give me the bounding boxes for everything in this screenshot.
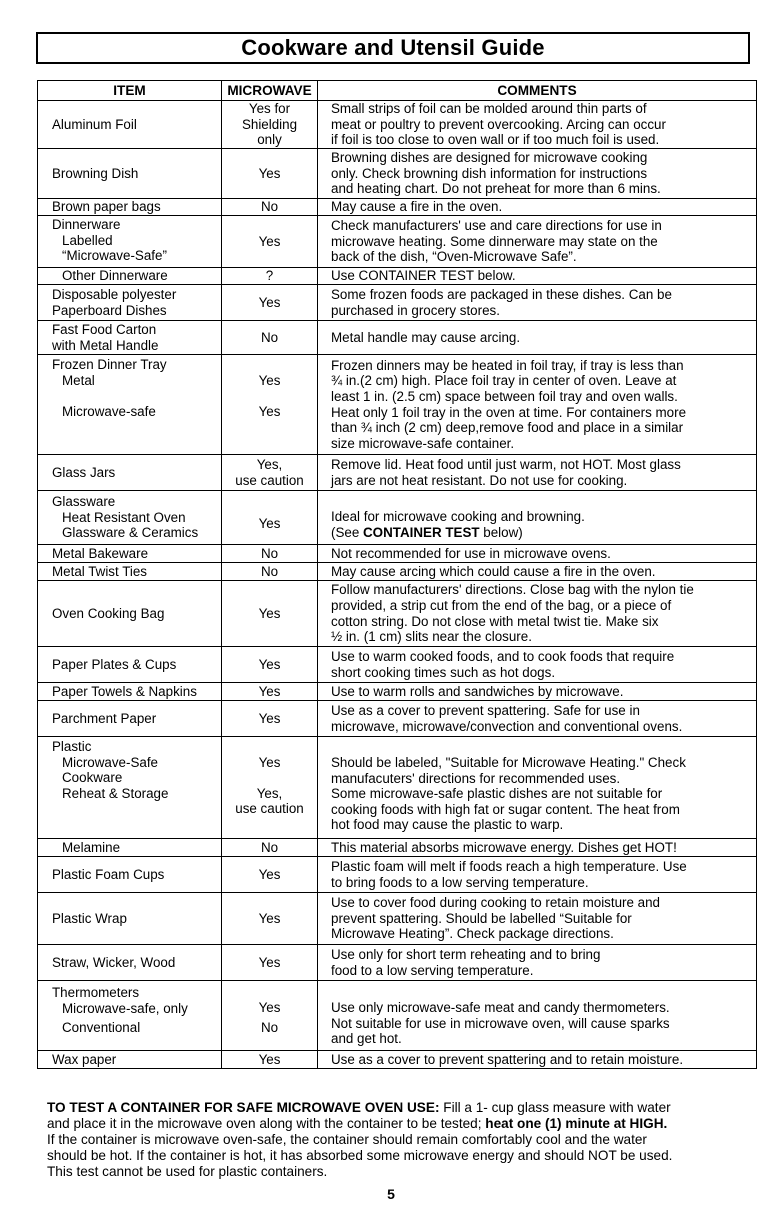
- microwave-cell: Yes: [222, 1051, 318, 1069]
- table-row: [38, 581, 757, 647]
- microwave-cell: Yes: [222, 701, 318, 737]
- microwave-cell: Yes: [222, 683, 318, 701]
- item-cell: Wax paper: [38, 1051, 222, 1069]
- comments-cell: This material absorbs microwave energy. Dishes get HOT!: [318, 839, 757, 857]
- item-cell: Plastic Foam Cups: [38, 857, 222, 893]
- table-row: [38, 647, 757, 683]
- microwave-cell: Yes Yes, use caution: [222, 737, 318, 839]
- microwave-cell: No: [222, 545, 318, 563]
- item-cell: Straw, Wicker, Wood: [38, 945, 222, 981]
- comments-cell: Use CONTAINER TEST below.: [318, 268, 757, 285]
- item-cell: Metal Bakeware: [38, 545, 222, 563]
- page-number: 5: [387, 1186, 395, 1202]
- item-cell: Brown paper bags: [38, 199, 222, 216]
- item-cell: Glassware Heat Resistant Oven Glassware & Ceramics: [38, 491, 222, 545]
- comments-cell: Some frozen foods are packaged in these dishes. Can be purchased in grocery stores.: [318, 285, 757, 321]
- item-cell: Parchment Paper: [38, 701, 222, 737]
- table-row: [38, 737, 757, 839]
- header-microwave: MICROWAVE: [222, 81, 318, 101]
- table-row: [38, 321, 757, 355]
- microwave-cell: No: [222, 839, 318, 857]
- comments-cell: Frozen dinners may be heated in foil tray, if tray is less than ¾ in.(2 cm) high. Place foil tray in center of oven. Leave at least 1 in. (2.5 cm) space between foil tray and oven walls. Heat only 1 foil tray in the oven at time. For containers more than ¾ inch (2 cm) deep,remove food and place in a similar size microwave-safe container.: [318, 355, 757, 455]
- microwave-cell: Yes: [222, 581, 318, 647]
- table-row: [38, 839, 757, 857]
- microwave-cell: Yes: [222, 647, 318, 683]
- comments-cell: Browning dishes are designed for microwave cooking only. Check browning dish information for instructions and heating chart. Do not preheat for more than 6 mins.: [318, 149, 757, 199]
- container-test-heading: TO TEST A CONTAINER FOR SAFE MICROWAVE OVEN USE:: [47, 1100, 440, 1115]
- item-cell: Disposable polyester Paperboard Dishes: [38, 285, 222, 321]
- item-cell: Paper Towels & Napkins: [38, 683, 222, 701]
- table-row: [38, 701, 757, 737]
- table-row: [38, 857, 757, 893]
- table-row: [38, 981, 757, 1051]
- microwave-cell: Yes: [222, 285, 318, 321]
- page-title: Cookware and Utensil Guide: [36, 32, 750, 64]
- table-row: [38, 945, 757, 981]
- table-row: [38, 491, 757, 545]
- microwave-cell: No: [222, 199, 318, 216]
- comments-cell: Check manufacturers' use and care directions for use in microwave heating. Some dinnerware may state on the back of the dish, “Oven-Microwave Safe”.: [318, 216, 757, 268]
- header-comments: COMMENTS: [318, 81, 757, 101]
- comments-cell: Remove lid. Heat food until just warm, not HOT. Most glass jars are not heat resistant. Do not use for cooking.: [318, 455, 757, 491]
- item-cell: Glass Jars: [38, 455, 222, 491]
- microwave-cell: No: [222, 563, 318, 581]
- item-cell: Metal Twist Ties: [38, 563, 222, 581]
- microwave-cell: Yes No: [222, 981, 318, 1051]
- table-row: [38, 268, 757, 285]
- comments-cell: Follow manufacturers' directions. Close bag with the nylon tie provided, a strip cut from the end of the bag, or a piece of cotton string. Do not close with metal twist tie. Make six ½ in. (1 cm) slits near the closure.: [318, 581, 757, 647]
- comments-cell: Use only for short term reheating and to bring food to a low serving temperature.: [318, 945, 757, 981]
- item-cell: Plastic Wrap: [38, 893, 222, 945]
- microwave-cell: Yes: [222, 491, 318, 545]
- table-row: [38, 216, 757, 268]
- table-row: [38, 455, 757, 491]
- table-row: [38, 355, 757, 455]
- comments-cell: Use to warm rolls and sandwiches by microwave.: [318, 683, 757, 701]
- item-cell: Dinnerware Labelled “Microwave-Safe”: [38, 216, 222, 268]
- comments-cell: Use as a cover to prevent spattering. Safe for use in microwave, microwave/convection and conventional ovens.: [318, 701, 757, 737]
- container-test-note: TO TEST A CONTAINER FOR SAFE MICROWAVE OVEN USE: Fill a 1- cup glass measure with water and place it in the microwave oven along with the container to be tested; heat one (1) minute at HIGH. If the container is microwave oven-safe, the container should remain comfortably cool and the water should be hot. If the container is hot, it has absorbed some microwave energy and should NOT be used. This test cannot be used for plastic containers.: [47, 1100, 673, 1179]
- microwave-cell: Yes for Shielding only: [222, 101, 318, 149]
- comments-cell: Use as a cover to prevent spattering and to retain moisture.: [318, 1051, 757, 1069]
- comments-cell: Use only microwave-safe meat and candy thermometers. Not suitable for use in microwave oven, will cause sparks and get hot.: [318, 981, 757, 1051]
- item-cell: Plastic Microwave-Safe Cookware Reheat & Storage: [38, 737, 222, 839]
- item-cell: Thermometers Microwave-safe, only Conventional: [38, 981, 222, 1051]
- table-row: [38, 101, 757, 149]
- item-cell: Paper Plates & Cups: [38, 647, 222, 683]
- comments-cell: Use to warm cooked foods, and to cook foods that require short cooking times such as hot dogs.: [318, 647, 757, 683]
- microwave-cell: No: [222, 321, 318, 355]
- comments-cell: Small strips of foil can be molded around thin parts of meat or poultry to prevent overcooking. Arcing can occur if foil is too close to oven wall or if too much foil is used.: [318, 101, 757, 149]
- comments-cell: Use to cover food during cooking to retain moisture and prevent spattering. Should be labelled “Suitable for Microwave Heating”. Check package directions.: [318, 893, 757, 945]
- microwave-cell: ?: [222, 268, 318, 285]
- table-row: [38, 285, 757, 321]
- table-row: [38, 1051, 757, 1069]
- table-row: [38, 199, 757, 216]
- item-cell: Fast Food Carton with Metal Handle: [38, 321, 222, 355]
- comments-cell: Metal handle may cause arcing.: [318, 321, 757, 355]
- comments-cell: Not recommended for use in microwave ovens.: [318, 545, 757, 563]
- item-cell: Aluminum Foil: [38, 101, 222, 149]
- header-item: ITEM: [38, 81, 222, 101]
- table-row: [38, 149, 757, 199]
- comments-cell: Plastic foam will melt if foods reach a high temperature. Use to bring foods to a low serving temperature.: [318, 857, 757, 893]
- table-row: [38, 545, 757, 563]
- microwave-cell: Yes: [222, 216, 318, 268]
- item-cell: Browning Dish: [38, 149, 222, 199]
- microwave-cell: Yes: [222, 893, 318, 945]
- microwave-cell: Yes Yes: [222, 355, 318, 455]
- table-row: [38, 563, 757, 581]
- table-row: [38, 893, 757, 945]
- comments-cell: May cause a fire in the oven.: [318, 199, 757, 216]
- microwave-cell: Yes: [222, 857, 318, 893]
- microwave-cell: Yes: [222, 945, 318, 981]
- microwave-cell: Yes: [222, 149, 318, 199]
- item-cell: Other Dinnerware: [38, 268, 222, 285]
- table-row: [38, 683, 757, 701]
- comments-cell: May cause arcing which could cause a fire in the oven.: [318, 563, 757, 581]
- table-header-row: [38, 81, 757, 101]
- cookware-guide-table: [37, 80, 757, 1069]
- comments-cell: Ideal for microwave cooking and browning. (See CONTAINER TEST below): [318, 491, 757, 545]
- item-cell: Frozen Dinner Tray Metal Microwave-safe: [38, 355, 222, 455]
- item-cell: Oven Cooking Bag: [38, 581, 222, 647]
- comments-cell: Should be labeled, "Suitable for Microwave Heating." Check manufacuters' directions for recommended uses. Some microwave-safe plastic dishes are not suitable for cooking foods with high fat or sugar content. The heat from hot food may cause the plastic to warp.: [318, 737, 757, 839]
- microwave-cell: Yes, use caution: [222, 455, 318, 491]
- item-cell: Melamine: [38, 839, 222, 857]
